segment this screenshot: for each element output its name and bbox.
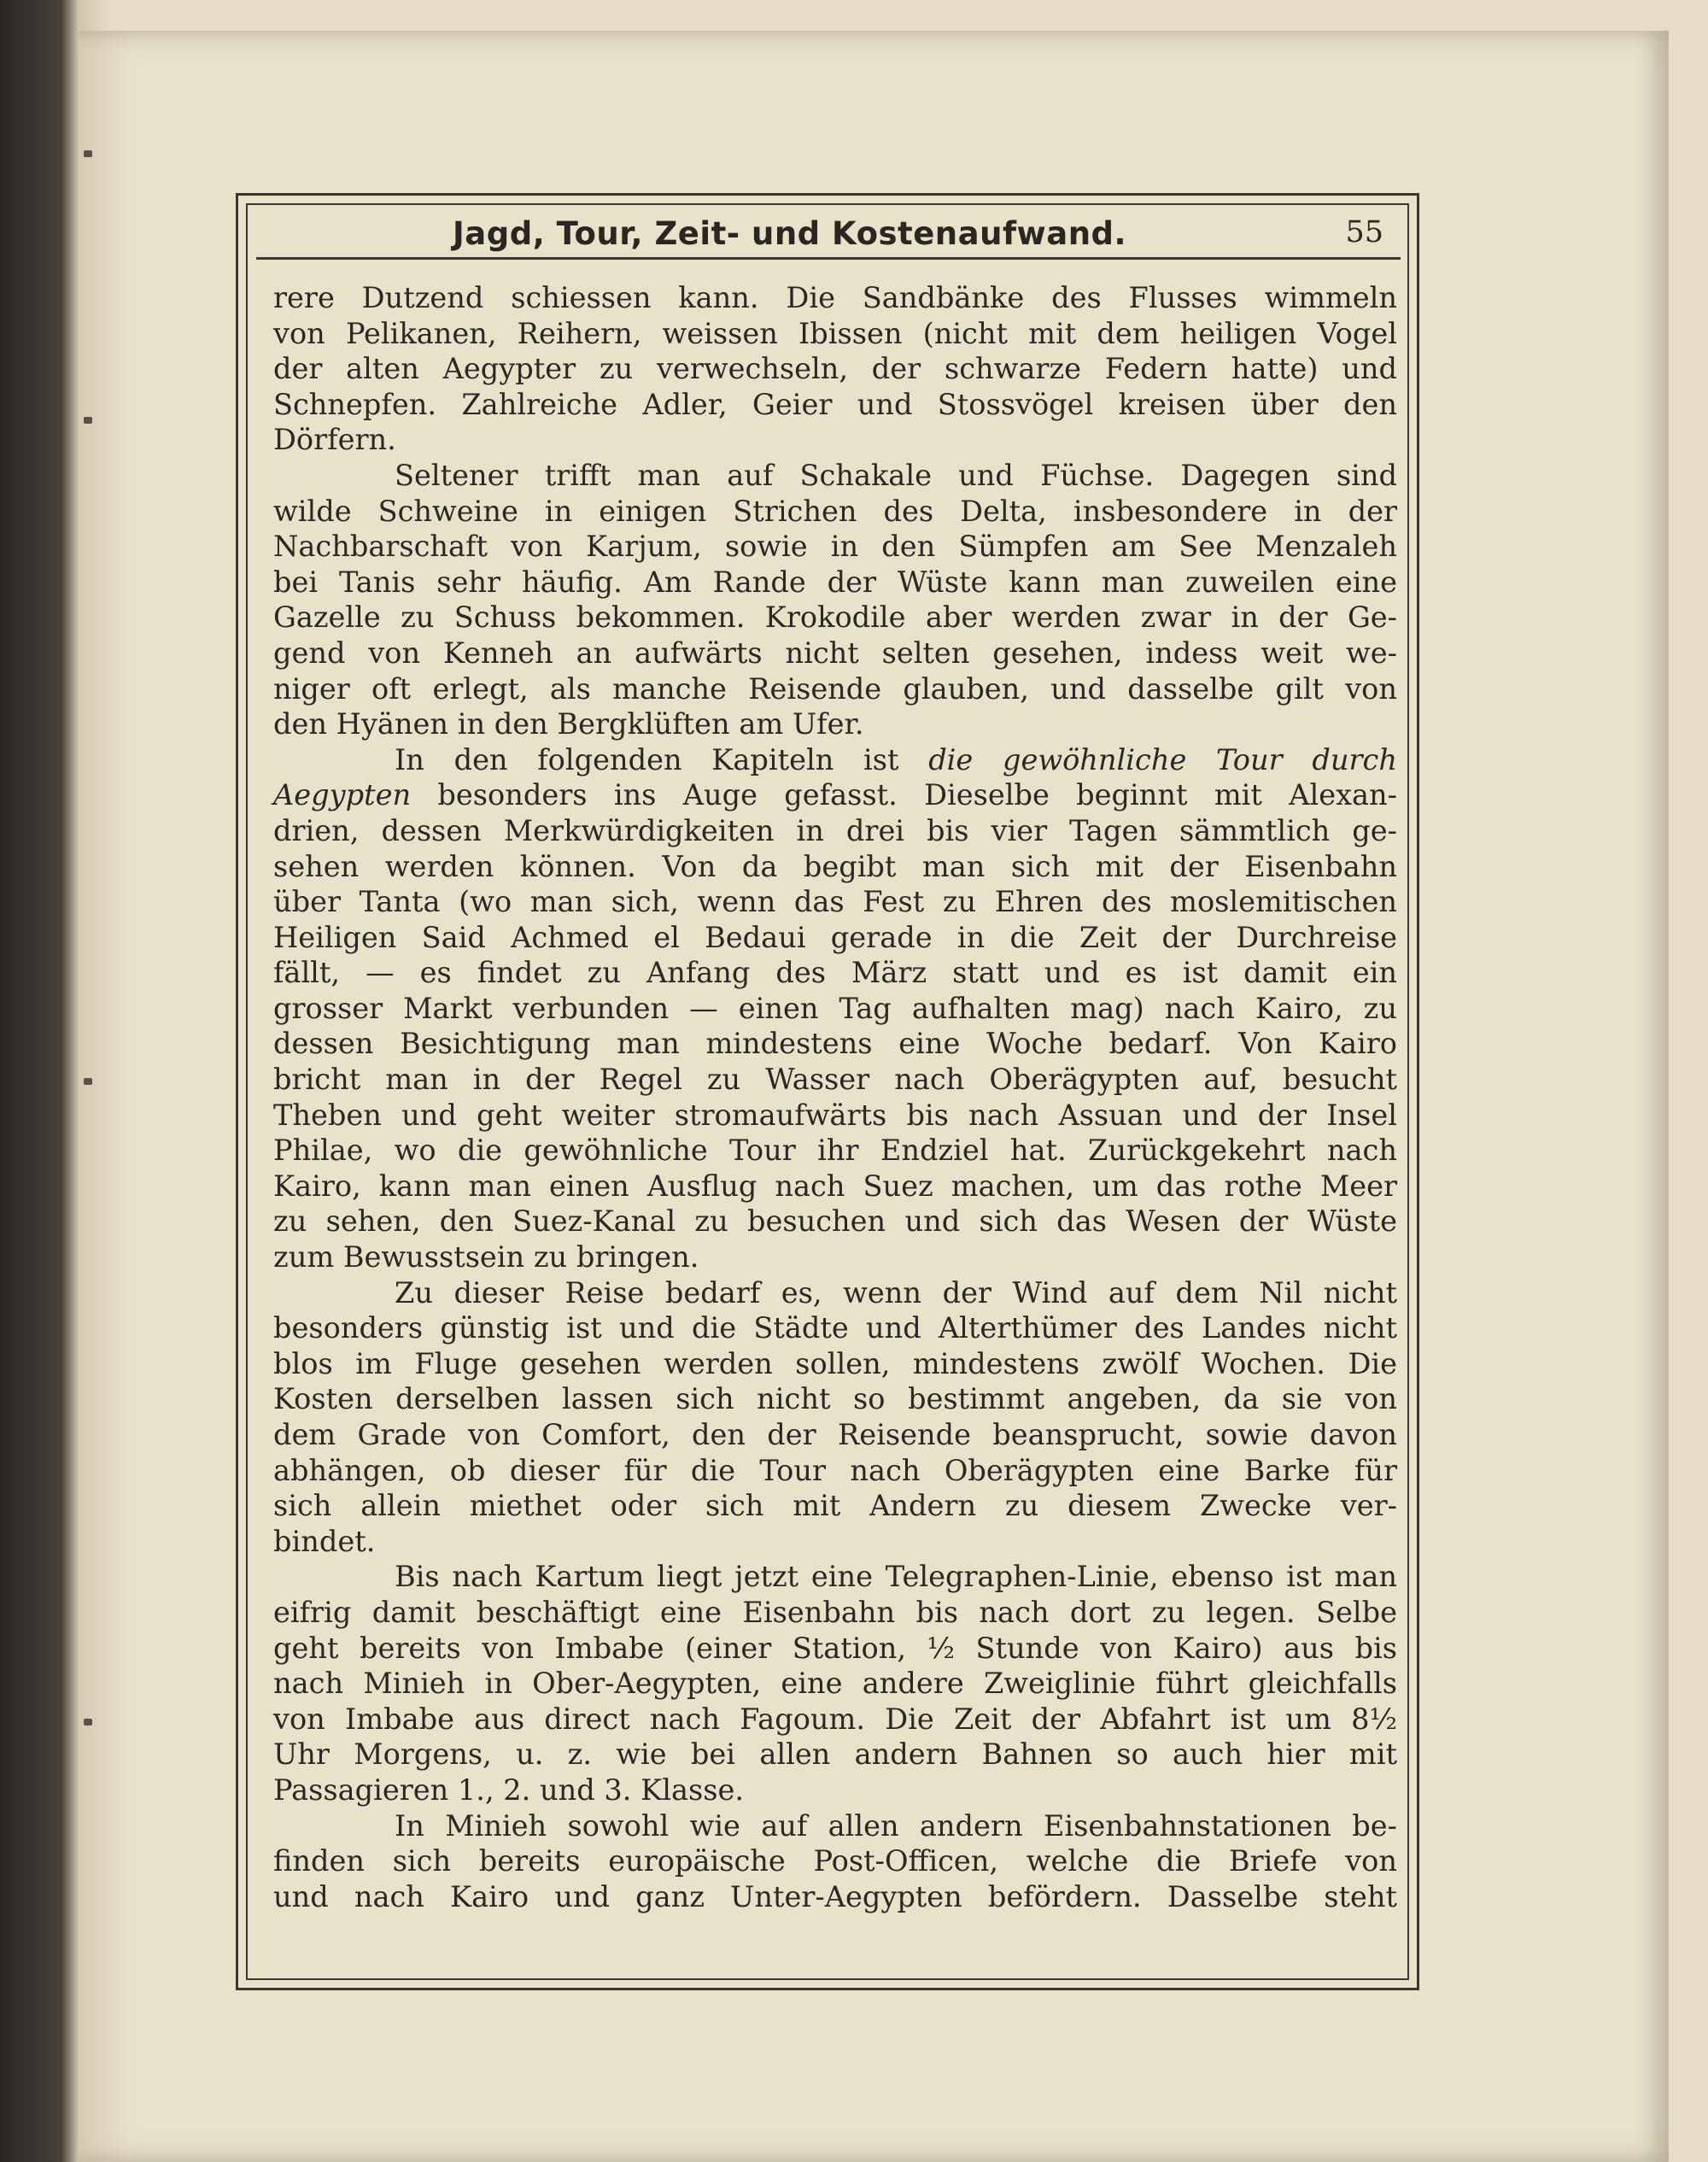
text-line: von Imbabe aus direct nach Fagoum. Die Zeit der Abfahrt ist um 8½ <box>273 1702 1397 1736</box>
text-line: abhängen, ob dieser für die Tour nach Oberägypten eine Barke für <box>273 1453 1397 1487</box>
text-line: zum Bewusstsein zu bringen. <box>273 1240 699 1274</box>
paragraph <box>273 1559 1397 1808</box>
paragraph <box>273 458 1397 742</box>
text-line: dessen Besichtigung man mindestens eine Woche bedarf. Von Kairo <box>273 1027 1397 1061</box>
text-line: geht bereits von Imbabe (einer Station, ½ Stunde von Kairo) aus bis <box>273 1631 1397 1665</box>
text-line: blos im Fluge gesehen werden sollen, mindestens zwölf Wochen. Die <box>273 1346 1397 1380</box>
text-line: rere Dutzend schiessen kann. Die Sandbänke des Flusses wimmeln <box>273 281 1397 314</box>
text-line: Bis nach Kartum liegt jetzt eine Telegraphen-Linie, ebenso ist man <box>395 1560 1397 1594</box>
text-line: der alten Aegypter zu verwechseln, der schwarze Federn hatte) und <box>273 352 1397 386</box>
text-line: In Minieh sowohl wie auf allen andern Eisenbahnstationen be- <box>395 1808 1397 1843</box>
text-line: Zu dieser Reise bedarf es, wenn der Wind auf dem Nil nicht <box>395 1275 1397 1310</box>
text-line: Schnepfen. Zahlreiche Adler, Geier und Stossvögel kreisen über den <box>273 387 1397 421</box>
text-line: Dörfern. <box>273 423 396 457</box>
text-line: drien, dessen Merkwürdigkeiten in drei bis vier Tagen sämmtlich ge- <box>273 813 1397 847</box>
text-line: wilde Schweine in einigen Strichen des Delta, insbesondere in der <box>273 494 1397 528</box>
text-line: bei Tanis sehr häufig. Am Rande der Wüste kann man zuweilen eine <box>273 565 1397 599</box>
paragraph <box>273 1275 1397 1560</box>
text-line: grosser Markt verbunden — einen Tag aufhalten mag) nach Kairo, zu <box>273 991 1397 1025</box>
text-line: besonders günstig ist und die Städte und Alterthümer des Landes nicht <box>273 1311 1397 1345</box>
paragraph <box>273 1808 1397 1915</box>
page-header <box>256 210 1401 260</box>
text-run: In den folgenden Kapiteln ist <box>395 742 929 776</box>
paragraph <box>273 280 1397 458</box>
text-line: eifrig damit beschäftigt eine Eisenbahn bis nach dort zu legen. Selbe <box>273 1595 1397 1629</box>
text-line: gend von Kenneh an aufwärts nicht selten gesehen, indess weit we- <box>273 636 1397 670</box>
text-line: Philae, wo die gewöhnliche Tour ihr Endziel hat. Zurückgekehrt nach <box>273 1134 1397 1168</box>
text-line: Passagieren 1., 2. und 3. Klasse. <box>273 1772 744 1807</box>
text-line: Kosten derselben lassen sich nicht so bestimmt angeben, da sie von <box>273 1382 1397 1416</box>
paragraph <box>273 742 1397 1275</box>
text-line: niger oft erlegt, als manche Reisende glauben, und dasselbe gilt von <box>273 671 1397 706</box>
italic-text: die gewöhnliche Tour durch <box>928 742 1397 776</box>
text-line: sich allein miethet oder sich mit Andern zu diesem Zwecke ver- <box>273 1489 1397 1523</box>
text-line: bindet. <box>273 1524 376 1558</box>
text-run: besonders ins Auge gefasst. Dieselbe beginnt mit Alexan- <box>411 778 1397 812</box>
text-line <box>273 777 1397 813</box>
margin-mark <box>84 1078 92 1085</box>
text-line: Seltener trifft man auf Schakale und Füchse. Dagegen sind <box>395 458 1397 492</box>
text-line: Theben und geht weiter stromaufwärts bis nach Assuan und der Insel <box>273 1098 1397 1132</box>
text-line: Nachbarschaft von Karjum, sowie in den Sümpfen am See Menzaleh <box>273 530 1397 564</box>
text-line: von Pelikanen, Reihern, weissen Ibissen (nicht mit dem heiligen Vogel <box>273 316 1397 350</box>
margin-mark <box>84 1719 92 1725</box>
page-number: 55 <box>1345 215 1383 249</box>
text-line: finden sich bereits europäische Post-Officen, welche die Briefe von <box>273 1844 1397 1878</box>
text-line: Uhr Morgens, u. z. wie bei allen andern Bahnen so auch hier mit <box>273 1737 1397 1772</box>
text-line: dem Grade von Comfort, den der Reisende beansprucht, sowie davon <box>273 1418 1397 1451</box>
text-line: Gazelle zu Schuss bekommen. Krokodile aber werden zwar in der Ge- <box>273 601 1397 635</box>
text-line: Heiligen Said Achmed el Bedaui gerade in die Zeit der Durchreise <box>273 920 1397 954</box>
text-line <box>273 742 1397 778</box>
margin-mark <box>84 417 92 424</box>
text-line: zu sehen, den Suez-Kanal zu besuchen und sich das Wesen der Wüste <box>273 1204 1397 1239</box>
body-text <box>273 280 1397 1914</box>
margin-mark <box>84 150 92 157</box>
text-line: fällt, — es findet zu Anfang des März statt und es ist damit ein <box>273 956 1397 990</box>
text-line: sehen werden können. Von da begibt man sich mit der Eisenbahn <box>273 849 1397 883</box>
text-line: Kairo, kann man einen Ausflug nach Suez machen, um das rothe Meer <box>273 1169 1397 1203</box>
running-head: Jagd, Tour, Zeit- und Kostenaufwand. <box>453 215 1127 252</box>
text-line: den Hyänen in den Bergklüften am Ufer. <box>273 707 864 741</box>
text-line: über Tanta (wo man sich, wenn das Fest zu Ehren des moslemitischen <box>273 885 1397 919</box>
italic-text: Aegypten <box>273 778 412 812</box>
text-line: bricht man in der Regel zu Wasser nach Oberägypten auf, besucht <box>273 1063 1397 1097</box>
text-line: nach Minieh in Ober-Aegypten, eine andere Zweiglinie führt gleichfalls <box>273 1667 1397 1701</box>
text-line: und nach Kairo und ganz Unter-Aegypten befördern. Dasselbe steht <box>273 1879 1397 1913</box>
